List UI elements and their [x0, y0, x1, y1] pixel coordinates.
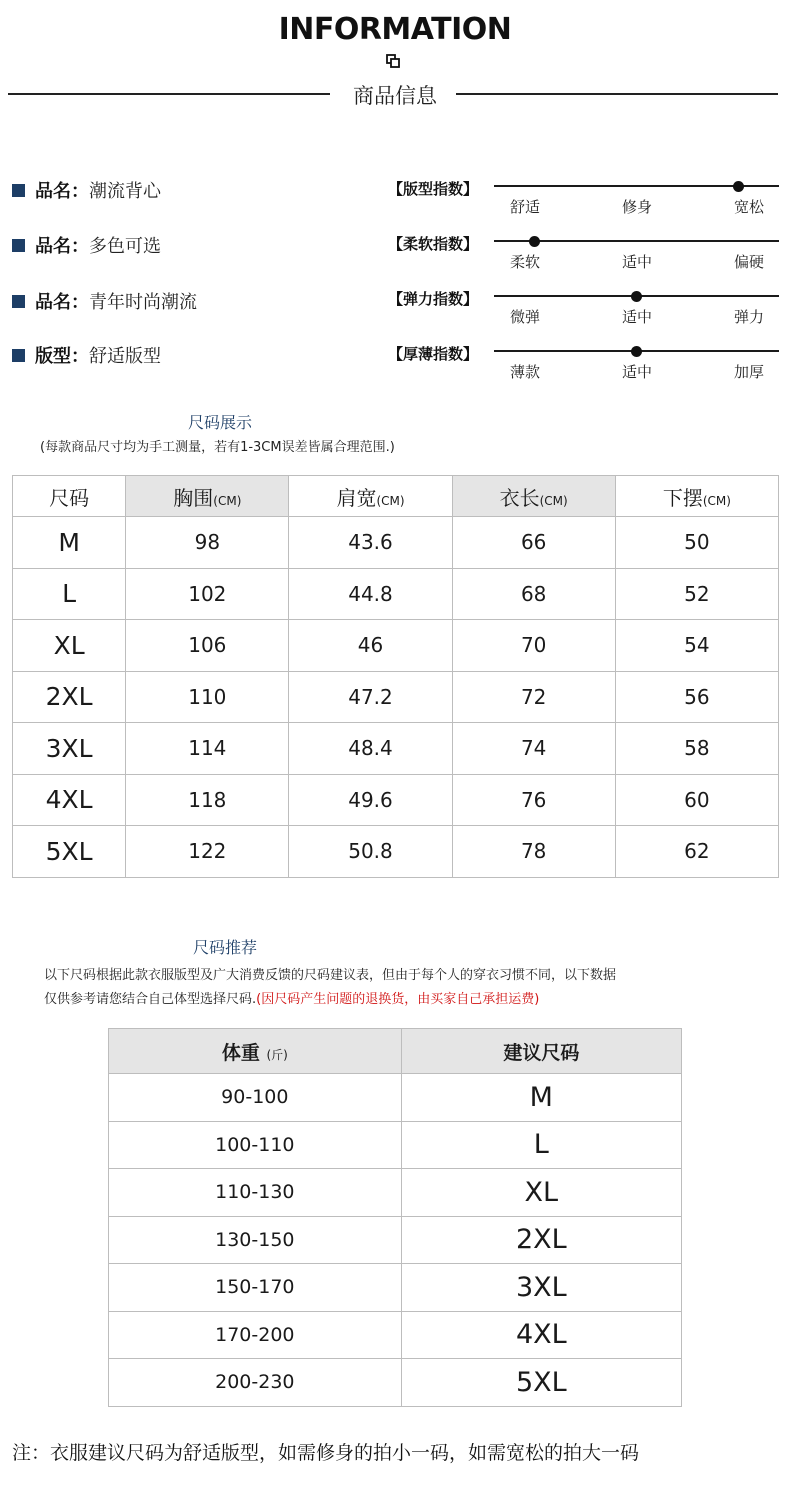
index-option: 加厚	[734, 363, 765, 381]
cell-size: L	[13, 568, 126, 620]
index-label-fit: 【版型指数】	[388, 180, 479, 198]
cell-shoulder: 43.6	[289, 517, 452, 569]
cell-length: 78	[452, 826, 615, 878]
info-key: 品名：	[35, 181, 89, 202]
table-row	[13, 620, 779, 672]
cell-hem: 60	[615, 774, 778, 826]
col-header-chest: 胸围(CM)	[126, 476, 289, 517]
overlapping-squares-icon	[386, 54, 400, 68]
index-label-elasticity: 【弹力指数】	[388, 290, 479, 308]
table-header-row	[13, 476, 779, 517]
info-value: 舒适版型	[89, 346, 161, 367]
cell-length: 72	[452, 671, 615, 723]
index-option: 偏硬	[734, 253, 765, 271]
recommend-section-title: 尺码推荐	[193, 938, 258, 957]
cell-weight: 150-170	[109, 1264, 402, 1312]
index-option: 柔软	[510, 253, 541, 271]
size-section-title: 尺码展示	[188, 413, 253, 432]
cell-chest: 98	[126, 517, 289, 569]
cell-hem: 58	[615, 723, 778, 775]
cell-hem: 54	[615, 620, 778, 672]
col-header-size: 尺码	[13, 476, 126, 517]
cell-length: 74	[452, 723, 615, 775]
cell-size: M	[13, 517, 126, 569]
page-subtitle: 商品信息	[353, 84, 437, 108]
cell-hem: 56	[615, 671, 778, 723]
cell-weight: 130-150	[109, 1216, 402, 1264]
page-title: INFORMATION	[278, 12, 512, 47]
table-row	[13, 723, 779, 775]
index-option: 适中	[622, 253, 653, 271]
info-row-style	[12, 286, 197, 316]
index-marker	[631, 291, 642, 302]
info-key: 品名：	[35, 236, 89, 257]
table-row	[109, 1169, 682, 1217]
cell-weight: 170-200	[109, 1311, 402, 1359]
cell-shoulder: 48.4	[289, 723, 452, 775]
square-bullet-icon	[12, 184, 25, 197]
cell-recommended-size: L	[401, 1121, 681, 1169]
table-row	[109, 1074, 682, 1122]
index-label-thickness: 【厚薄指数】	[388, 345, 479, 363]
index-option: 修身	[622, 198, 653, 216]
cell-hem: 50	[615, 517, 778, 569]
cell-recommended-size: 4XL	[401, 1311, 681, 1359]
index-option: 舒适	[510, 198, 541, 216]
index-option: 微弹	[510, 308, 541, 326]
cell-length: 76	[452, 774, 615, 826]
info-row-color	[12, 230, 161, 260]
table-row	[109, 1359, 682, 1407]
cell-weight: 90-100	[109, 1074, 402, 1122]
size-section-note: (每款商品尺寸均为手工测量，若有1-3CM误差皆属合理范围.)	[40, 440, 395, 455]
col-header-recommended-size: 建议尺码	[401, 1029, 681, 1074]
index-option: 适中	[622, 363, 653, 381]
index-marker	[733, 181, 744, 192]
cell-recommended-size: 5XL	[401, 1359, 681, 1407]
cell-length: 66	[452, 517, 615, 569]
square-bullet-icon	[12, 295, 25, 308]
table-row	[13, 826, 779, 878]
cell-weight: 110-130	[109, 1169, 402, 1217]
cell-shoulder: 47.2	[289, 671, 452, 723]
col-header-hem: 下摆(CM)	[615, 476, 778, 517]
table-row	[109, 1264, 682, 1312]
recommend-note-line2	[44, 988, 539, 1007]
index-option: 宽松	[734, 198, 765, 216]
recommend-table	[108, 1028, 682, 1407]
info-row-name	[12, 175, 161, 205]
info-key: 版型：	[35, 346, 89, 367]
cell-length: 68	[452, 568, 615, 620]
index-marker	[631, 346, 642, 357]
divider-right	[456, 93, 778, 95]
table-row	[109, 1311, 682, 1359]
cell-chest: 110	[126, 671, 289, 723]
recommend-note-text: 仅供参考请您结合自己体型选择尺码.	[44, 992, 257, 1007]
cell-shoulder: 44.8	[289, 568, 452, 620]
return-warning: (因尺码产生问题的退换货，由买家自己承担运费)	[256, 992, 540, 1007]
index-marker	[529, 236, 540, 247]
info-value: 多色可选	[89, 236, 161, 257]
table-row	[13, 774, 779, 826]
cell-size: 3XL	[13, 723, 126, 775]
index-option: 弹力	[734, 308, 765, 326]
table-row	[13, 517, 779, 569]
cell-recommended-size: 2XL	[401, 1216, 681, 1264]
index-option: 薄款	[510, 363, 541, 381]
cell-shoulder: 46	[289, 620, 452, 672]
col-header-shoulder: 肩宽(CM)	[289, 476, 452, 517]
cell-size: XL	[13, 620, 126, 672]
info-value: 青年时尚潮流	[89, 292, 197, 313]
cell-recommended-size: 3XL	[401, 1264, 681, 1312]
index-track-elasticity	[494, 295, 779, 297]
cell-recommended-size: XL	[401, 1169, 681, 1217]
cell-chest: 122	[126, 826, 289, 878]
square-bullet-icon	[12, 349, 25, 362]
info-row-fit	[12, 340, 161, 370]
table-row	[109, 1216, 682, 1264]
square-bullet-icon	[12, 239, 25, 252]
cell-recommended-size: M	[401, 1074, 681, 1122]
cell-weight: 200-230	[109, 1359, 402, 1407]
cell-size: 2XL	[13, 671, 126, 723]
cell-size: 5XL	[13, 826, 126, 878]
footer-note: 注：衣服建议尺码为舒适版型，如需修身的拍小一码，如需宽松的拍大一码	[12, 1442, 640, 1464]
index-track-fit	[494, 185, 779, 187]
table-row	[13, 568, 779, 620]
info-value: 潮流背心	[89, 181, 161, 202]
info-key: 品名：	[35, 292, 89, 313]
cell-weight: 100-110	[109, 1121, 402, 1169]
col-header-weight: 体重 (斤)	[109, 1029, 402, 1074]
col-header-length: 衣长(CM)	[452, 476, 615, 517]
table-row	[13, 671, 779, 723]
index-track-thickness	[494, 350, 779, 352]
table-row	[109, 1121, 682, 1169]
cell-shoulder: 49.6	[289, 774, 452, 826]
index-label-softness: 【柔软指数】	[388, 235, 479, 253]
cell-chest: 118	[126, 774, 289, 826]
index-option: 适中	[622, 308, 653, 326]
cell-hem: 52	[615, 568, 778, 620]
size-table	[12, 475, 779, 878]
cell-length: 70	[452, 620, 615, 672]
cell-chest: 114	[126, 723, 289, 775]
cell-chest: 102	[126, 568, 289, 620]
cell-chest: 106	[126, 620, 289, 672]
cell-size: 4XL	[13, 774, 126, 826]
index-track-softness	[494, 240, 779, 242]
cell-hem: 62	[615, 826, 778, 878]
recommend-note-line1: 以下尺码根据此款衣服版型及广大消费反馈的尺码建议表，但由于每个人的穿衣习惯不同，以下数据	[44, 968, 617, 983]
cell-shoulder: 50.8	[289, 826, 452, 878]
table-header-row	[109, 1029, 682, 1074]
